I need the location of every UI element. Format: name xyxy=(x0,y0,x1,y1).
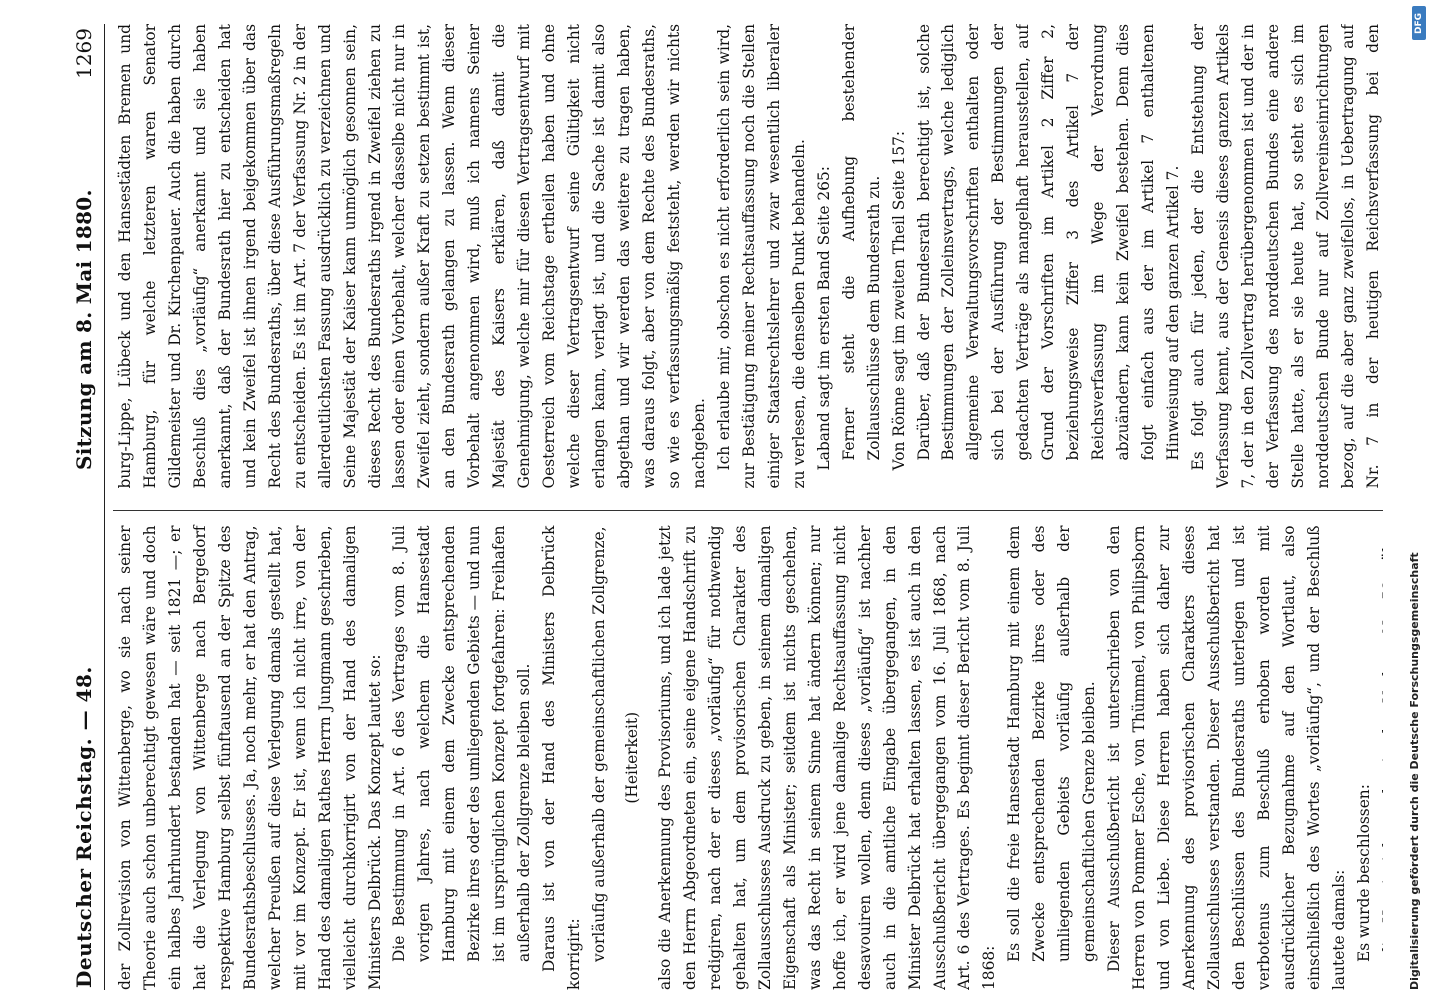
page-number: 1269 xyxy=(72,28,96,79)
paragraph: der Zollrevision von Wittenberge, wo sie nach seiner Theorie auch schon unberechtigt gewesen wäre und doch ein halbes Jahrhundert bestanden hat — seit 1821 —; er hat die Verlegung von Wittenberge nach Bergedorf respektive Hamburg selbst fünftausend an der Spitze des Bundesrathsbeschlusses. Ja, noch mehr, er hat den Antrag, welcher Preußen auf diese Verlegung damals gestellt hat, mit vor im Konzept. Er ist, wenn ich nicht irre, von der Hand des damaligen Rathes Herrn Jungmann geschrieben, vielleicht durchkorrigirt von der Hand des damaligen Ministers Delbrück. Das Konzept lautet so: xyxy=(116,525,384,990)
paragraph: also die Anerkennung des Provisoriums, und ich lade jetzt den Herrn Abgeordneten ein, seine eigene Handschrift zu redigiren, nach der er dieses „vorläufig“ für nothwendig gehalten hat, um dem provisorischen Charakter des Zollausschlusses Ausdruck zu geben, in seinem damaligen Eigenschaft als Minister; seitdem ist nichts geschehen, was das Recht in seinem Sinne hat ändern können; nur hoffe ich, er wird jene damalige Rechtsauffassung nicht desavouiren wollen, denn dieses „vorläufig“ ist nachher auch in die amtliche Eingabe übergegangen, in den Minister Delbrück hat erhalten lassen, es ist auch in den Ausschußbericht übergegangen vom 16. Juli 1868, nach Art. 6 des Vertrages. Es beginnt dieser Bericht vom 8. Juli 1868: xyxy=(656,525,999,990)
paragraph: Es wurde beschlossen: xyxy=(1354,784,1373,962)
paragraph: vorläufig außerhalb der gemeinschaftlichen Zollgrenze, xyxy=(590,526,609,962)
paragraph: a. die Hereinziehung der in der Vorlage Nr. 58 näher xyxy=(1379,525,1383,980)
paragraph: Dieser Ausschußbericht ist unterschrieben von den Herren von Pommer Esche, von Thümmel, von Philipsborn und von Liebe. Diese Herren haben sich daher zur Anerkennung des provisorischen Charakters dieses Zollausschlusses verstanden. Dieser Ausschußbericht hat den Beschlüssen des Bundesraths unterlegen und ist verbotenus zum Beschluß erhoben worden mit ausdrücklicher Bezugnahme auf den Wortlaut, also einschließlich des Wortes „vorläufig“, und der Beschluß lautete damals: xyxy=(1105,525,1348,990)
paragraph: Es soll die freie Hansestadt Hamburg mit einem dem Zwecke entsprechenden Bezirke ihres oder des umliegenden Gebiets vorläufig außerhalb der gemeinschaftlichen Grenze bleiben. xyxy=(1005,525,1099,962)
stage-direction: (Heiterkeit) xyxy=(623,711,642,804)
paragraph: Daraus ist von der Hand des Ministers Delbrück korrigirt: xyxy=(540,525,584,990)
paragraph: Es folgt auch für jeden, der die Entstehung der Verfassung kennt, aus der Genesis dieses ganzen Artikels 7, der in den Zollvertrag herübergenommen ist und der in der Verfassung des norddeutschen Bundes eine andere Stelle hatte, als er sie heute hat, so steht es sich im norddeutschen Bunde nur auf Zollvereinseinrichtungen bezog, auf die aber ganz zweifellos, in Uebertragung auf Nr. 7 in der heutigen Reichsverfassung bei den xyxy=(1188,24,1382,489)
funding-note: Digitalisierung gefördert durch die Deutsche Forschungsgemeinschaft xyxy=(1408,552,1421,990)
left-column xyxy=(113,511,1383,991)
paragraph: Laband sagt im ersten Band Seite 265: xyxy=(814,166,833,471)
paragraph: Ich erlaube mir, obschon es nicht erforderlich sein wird, zur Bestätigung meiner Rechtsauffassung noch die Stellen einiger Staatsrechtslehrer und zwar wesentlich liberaler zu verlesen, die denselben Punkt behandeln. xyxy=(714,24,808,489)
paragraph: Ferner steht die Aufhebung bestehender Zollausschlüsse dem Bundesrath zu. xyxy=(839,24,883,461)
right-column xyxy=(113,24,1383,489)
text-columns xyxy=(113,24,1383,990)
rotated-newspaper-page xyxy=(60,10,1390,1000)
paragraph: Von Rönne sagt im zweiten Theil Seite 157: xyxy=(889,130,908,471)
session-date: Sitzung am 8. Mai 1880. xyxy=(72,189,96,470)
dfg-logo: DFG xyxy=(1412,6,1426,40)
paragraph: Die Bestimmung in Art. 6 des Vertrages vom 8. Juli vorigen Jahres, nach welchem die Hansestadt Hamburg mit einem dem Zwecke entsprechenden Bezirke ihres oder des umliegenden Gebiets — und nun ist im ursprünglichen Konzept fortgefahren: Freihafen außerhalb der Zollgrenze bleiben soll. xyxy=(390,525,534,962)
page-header xyxy=(70,24,105,990)
paragraph: burg-Lippe, Lübeck und den Hansestädten Bremen und Hamburg, für welche letzteren waren Senator Gildemeister und Dr. Kirchenpauer. Auch die haben durch Beschluß dies „vorläufig“ anerkannt und sie haben anerkannt, daß der Bundesrath hier zu entscheiden hat und kein Zweifel ist ihnen irgend beigekommen über das Recht des Bundesraths, über diese Ausführungsmaßregeln zu entscheiden. Es ist im Art. 7 der Verfassung Nr. 2 in der allerdeutlichsten Fassung ausdrücklich zu verzeichnen und Seine Majestät der Kaiser kann unmöglich gesonnen sein, dieses Recht des Bundesraths irgend in Zweifel ziehen zu lassen oder einen Vorbehalt, welcher dasselbe nicht nur in Zweifel zieht, sondern außer Kraft zu setzen bestimmt ist, an den Bundesrath gelangen zu lassen. Wenn dieser Vorbehalt angenommen wird, muß ich namens Seiner Majestät des Kaisers erklären, daß damit die Genehmigung, welche mir für diesen Vertragsentwurf mit Oesterreich vom Reichstage ertheilen haben und ohne welche dieser Vertragsentwurf seine Gültigkeit nicht erlangen kann, verlagt ist, und die Sache ist damit also abgethan und wir werden das weitere zu tragen haben, was daraus folgt, aber von dem Rechte des Bundesraths, so wie es verfassungsmäßig feststeht, werden wir nichts nachgeben. xyxy=(116,24,708,489)
paragraph: Darüber, daß der Bundesrath berechtigt ist, solche Bestimmungen der Zolleinsvertrags, welche lediglich allgemeine Verwaltungsvorschriften enthalten oder sich bei der Ausführung der Bestimmungen der gedachten Verträge als mangelhaft herausstellen, auf Grund der Vorschriften im Artikel 2 Ziffer 2, beziehungsweise Ziffer 3 des Artikel 7 der Reichsverfassung im Wege der Verordnung abzuändern, kann kein Zweifel bestehen. Denn dies folgt einfach aus der im Artikel 7 enthaltenen Hinweisung auf den ganzen Artikel 7. xyxy=(914,24,1183,461)
publication-title: Deutscher Reichstag. — 48. xyxy=(72,666,96,988)
